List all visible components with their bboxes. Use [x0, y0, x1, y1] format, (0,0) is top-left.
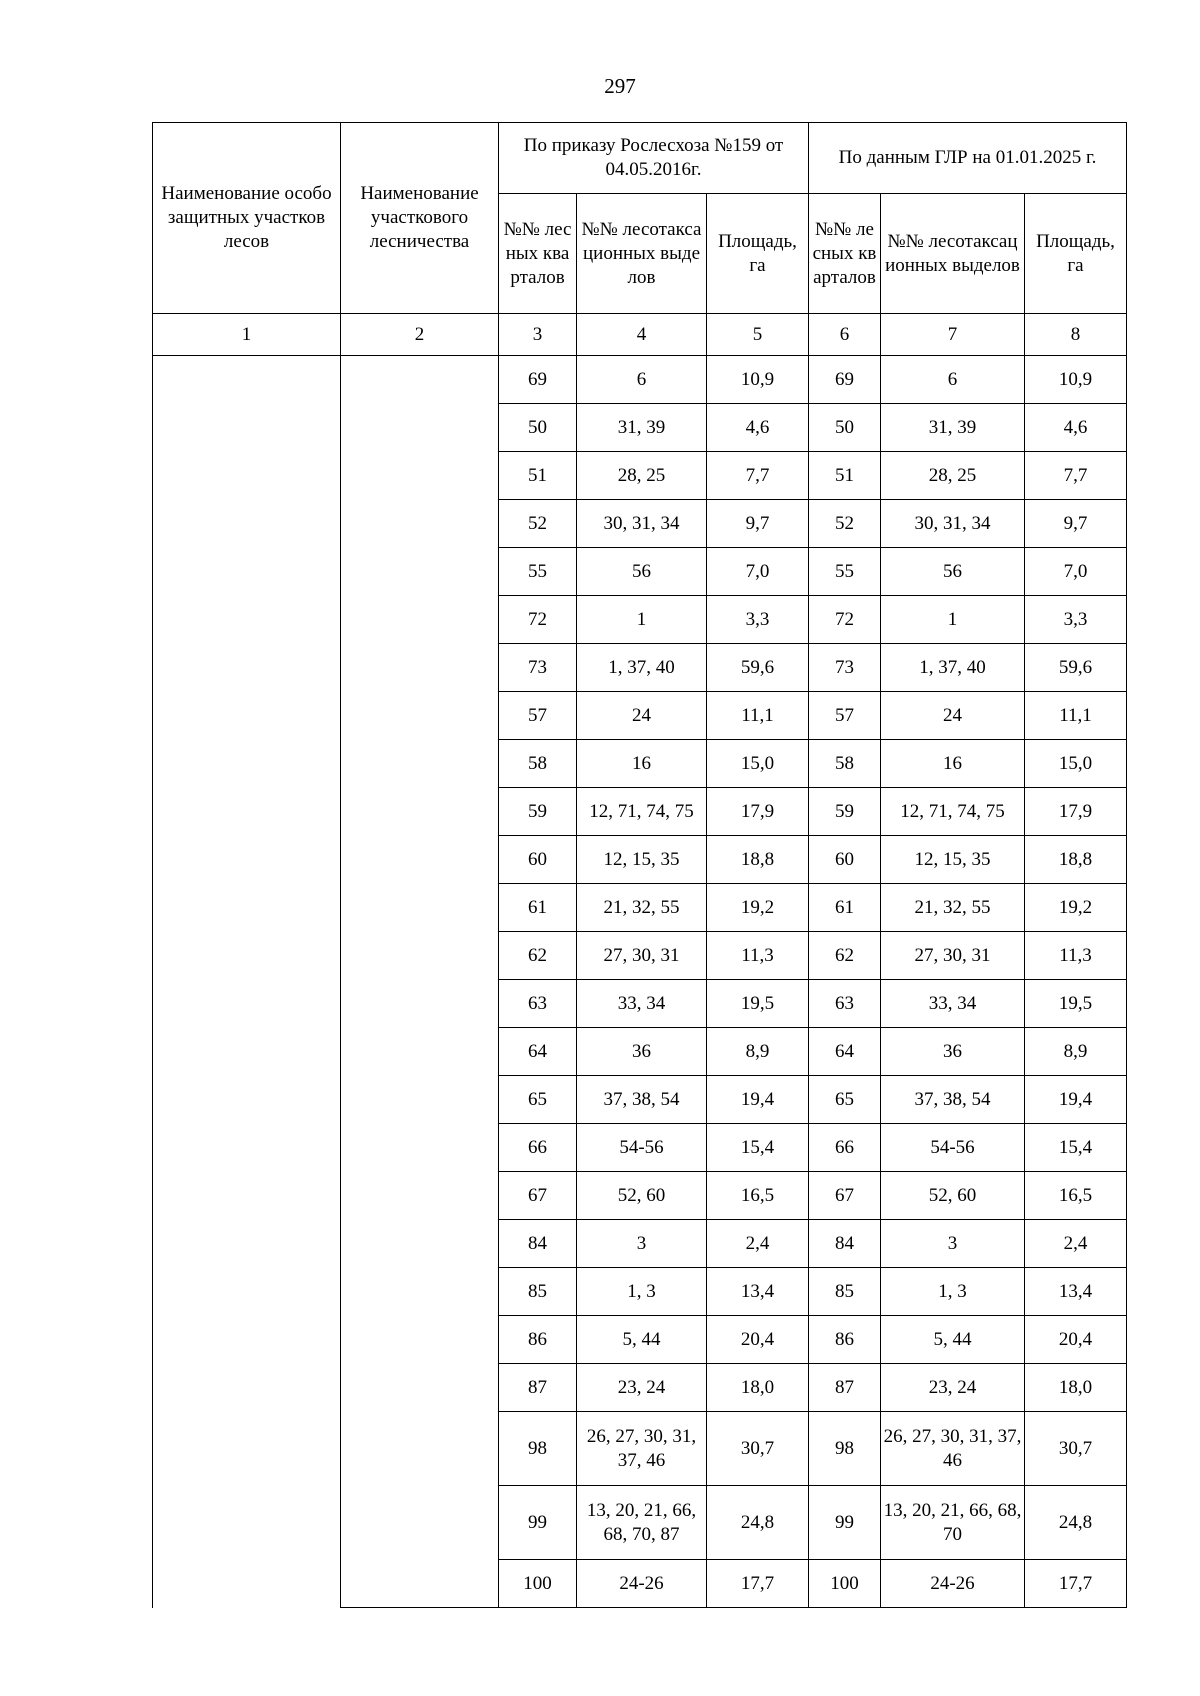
quarter-cell: 98	[499, 1412, 577, 1486]
allotments-cell: 23, 24	[881, 1364, 1025, 1412]
column-number: 4	[577, 314, 707, 356]
allotments-cell: 54-56	[577, 1124, 707, 1172]
allotments-cell: 26, 27, 30, 31, 37, 46	[881, 1412, 1025, 1486]
column-number: 7	[881, 314, 1025, 356]
quarter-cell: 85	[499, 1268, 577, 1316]
area-cell: 2,4	[707, 1220, 809, 1268]
area-cell: 15,0	[1025, 740, 1127, 788]
quarter-cell: 98	[809, 1412, 881, 1486]
quarter-cell: 61	[499, 884, 577, 932]
quarter-cell: 58	[499, 740, 577, 788]
quarter-cell: 59	[499, 788, 577, 836]
quarter-cell: 73	[809, 644, 881, 692]
quarter-cell: 66	[499, 1124, 577, 1172]
quarter-cell: 60	[809, 836, 881, 884]
header-quarters-2: №№ лесных кварталов	[809, 194, 881, 314]
area-cell: 18,0	[707, 1364, 809, 1412]
allotments-cell: 16	[881, 740, 1025, 788]
area-cell: 24,8	[1025, 1486, 1127, 1560]
header-forestry-district-name: Наименование участкового лесничества	[341, 123, 499, 314]
allotments-cell: 13, 20, 21, 66, 68, 70	[881, 1486, 1025, 1560]
allotments-cell: 24-26	[881, 1560, 1025, 1608]
allotments-cell: 5, 44	[577, 1316, 707, 1364]
area-cell: 18,8	[707, 836, 809, 884]
area-cell: 7,7	[1025, 452, 1127, 500]
area-cell: 7,0	[1025, 548, 1127, 596]
allotments-cell: 21, 32, 55	[577, 884, 707, 932]
header-allotments-1: №№ лесотаксационных выделов	[577, 194, 707, 314]
quarter-cell: 60	[499, 836, 577, 884]
allotments-cell: 52, 60	[577, 1172, 707, 1220]
area-cell: 4,6	[1025, 404, 1127, 452]
quarter-cell: 55	[809, 548, 881, 596]
quarter-cell: 51	[499, 452, 577, 500]
allotments-cell: 31, 39	[881, 404, 1025, 452]
area-cell: 13,4	[707, 1268, 809, 1316]
header-allotments-2: №№ лесотаксационных выделов	[881, 194, 1025, 314]
area-cell: 19,2	[1025, 884, 1127, 932]
area-cell: 19,4	[1025, 1076, 1127, 1124]
area-cell: 15,0	[707, 740, 809, 788]
area-cell: 7,7	[707, 452, 809, 500]
area-cell: 7,0	[707, 548, 809, 596]
table-row	[153, 356, 1127, 404]
column-number: 3	[499, 314, 577, 356]
quarter-cell: 52	[809, 500, 881, 548]
allotments-cell: 12, 15, 35	[881, 836, 1025, 884]
quarter-cell: 67	[809, 1172, 881, 1220]
header-protected-plots-name: Наименование особо защитных участков лесов	[153, 123, 341, 314]
area-cell: 11,3	[707, 932, 809, 980]
quarter-cell: 67	[499, 1172, 577, 1220]
quarter-cell: 65	[809, 1076, 881, 1124]
area-cell: 59,6	[1025, 644, 1127, 692]
allotments-cell: 56	[577, 548, 707, 596]
quarter-cell: 87	[499, 1364, 577, 1412]
area-cell: 17,9	[707, 788, 809, 836]
quarter-cell: 69	[809, 356, 881, 404]
area-cell: 24,8	[707, 1486, 809, 1560]
quarter-cell: 50	[809, 404, 881, 452]
column-number: 1	[153, 314, 341, 356]
allotments-cell: 21, 32, 55	[881, 884, 1025, 932]
quarter-cell: 69	[499, 356, 577, 404]
column-number: 8	[1025, 314, 1127, 356]
allotments-cell: 1, 3	[881, 1268, 1025, 1316]
allotments-cell: 30, 31, 34	[881, 500, 1025, 548]
quarter-cell: 100	[809, 1560, 881, 1608]
quarter-cell: 99	[809, 1486, 881, 1560]
quarter-cell: 62	[499, 932, 577, 980]
quarter-cell: 62	[809, 932, 881, 980]
quarter-cell: 64	[809, 1028, 881, 1076]
quarter-cell: 99	[499, 1486, 577, 1560]
area-cell: 10,9	[1025, 356, 1127, 404]
allotments-cell: 36	[881, 1028, 1025, 1076]
quarter-cell: 66	[809, 1124, 881, 1172]
quarter-cell: 64	[499, 1028, 577, 1076]
area-cell: 3,3	[707, 596, 809, 644]
forestry-district-cell	[341, 356, 499, 1608]
quarter-cell: 100	[499, 1560, 577, 1608]
quarter-cell: 57	[499, 692, 577, 740]
allotments-cell: 1, 37, 40	[881, 644, 1025, 692]
allotments-cell: 6	[577, 356, 707, 404]
quarter-cell: 84	[809, 1220, 881, 1268]
area-cell: 18,8	[1025, 836, 1127, 884]
allotments-cell: 23, 24	[577, 1364, 707, 1412]
allotments-cell: 52, 60	[881, 1172, 1025, 1220]
allotments-cell: 13, 20, 21, 66, 68, 70, 87	[577, 1486, 707, 1560]
area-cell: 9,7	[1025, 500, 1127, 548]
area-cell: 15,4	[707, 1124, 809, 1172]
page-number: 297	[604, 74, 636, 98]
area-cell: 9,7	[707, 500, 809, 548]
area-cell: 11,3	[1025, 932, 1127, 980]
area-cell: 16,5	[1025, 1172, 1127, 1220]
quarter-cell: 86	[499, 1316, 577, 1364]
allotments-cell: 6	[881, 356, 1025, 404]
area-cell: 4,6	[707, 404, 809, 452]
area-cell: 8,9	[1025, 1028, 1127, 1076]
allotments-cell: 12, 71, 74, 75	[881, 788, 1025, 836]
area-cell: 2,4	[1025, 1220, 1127, 1268]
area-cell: 11,1	[707, 692, 809, 740]
area-cell: 19,5	[1025, 980, 1127, 1028]
allotments-cell: 1	[577, 596, 707, 644]
allotments-cell: 12, 71, 74, 75	[577, 788, 707, 836]
column-number: 2	[341, 314, 499, 356]
quarter-cell: 73	[499, 644, 577, 692]
allotments-cell: 12, 15, 35	[577, 836, 707, 884]
allotments-cell: 5, 44	[881, 1316, 1025, 1364]
area-cell: 16,5	[707, 1172, 809, 1220]
column-numbers-row	[153, 314, 1127, 356]
allotments-cell: 3	[577, 1220, 707, 1268]
area-cell: 17,7	[1025, 1560, 1127, 1608]
quarter-cell: 61	[809, 884, 881, 932]
allotments-cell: 31, 39	[577, 404, 707, 452]
quarter-cell: 63	[809, 980, 881, 1028]
area-cell: 17,7	[707, 1560, 809, 1608]
header-glr-data: По данным ГЛР на 01.01.2025 г.	[809, 123, 1127, 194]
allotments-cell: 1	[881, 596, 1025, 644]
allotments-cell: 30, 31, 34	[577, 500, 707, 548]
allotments-cell: 37, 38, 54	[577, 1076, 707, 1124]
allotments-cell: 24	[881, 692, 1025, 740]
area-cell: 18,0	[1025, 1364, 1127, 1412]
column-number: 6	[809, 314, 881, 356]
allotments-cell: 16	[577, 740, 707, 788]
area-cell: 17,9	[1025, 788, 1127, 836]
allotments-cell: 24-26	[577, 1560, 707, 1608]
allotments-cell: 1, 37, 40	[577, 644, 707, 692]
area-cell: 59,6	[707, 644, 809, 692]
area-cell: 30,7	[707, 1412, 809, 1486]
allotments-cell: 36	[577, 1028, 707, 1076]
quarter-cell: 50	[499, 404, 577, 452]
area-cell: 19,2	[707, 884, 809, 932]
allotments-cell: 54-56	[881, 1124, 1025, 1172]
quarter-cell: 72	[809, 596, 881, 644]
area-cell: 19,5	[707, 980, 809, 1028]
allotments-cell: 37, 38, 54	[881, 1076, 1025, 1124]
forest-plots-table	[152, 122, 1127, 1608]
allotments-cell: 56	[881, 548, 1025, 596]
area-cell: 15,4	[1025, 1124, 1127, 1172]
area-cell: 20,4	[1025, 1316, 1127, 1364]
quarter-cell: 72	[499, 596, 577, 644]
allotments-cell: 24	[577, 692, 707, 740]
quarter-cell: 59	[809, 788, 881, 836]
protected-plot-name-cell	[153, 356, 341, 1608]
quarter-cell: 63	[499, 980, 577, 1028]
quarter-cell: 55	[499, 548, 577, 596]
allotments-cell: 33, 34	[881, 980, 1025, 1028]
quarter-cell: 58	[809, 740, 881, 788]
allotments-cell: 1, 3	[577, 1268, 707, 1316]
header-rosleshoz-order: По приказу Рослесхоза №159 от 04.05.2016г.	[499, 123, 809, 194]
quarter-cell: 57	[809, 692, 881, 740]
area-cell: 3,3	[1025, 596, 1127, 644]
allotments-cell: 27, 30, 31	[881, 932, 1025, 980]
area-cell: 19,4	[707, 1076, 809, 1124]
area-cell: 13,4	[1025, 1268, 1127, 1316]
area-cell: 10,9	[707, 356, 809, 404]
quarter-cell: 65	[499, 1076, 577, 1124]
quarter-cell: 52	[499, 500, 577, 548]
area-cell: 11,1	[1025, 692, 1127, 740]
quarter-cell: 87	[809, 1364, 881, 1412]
header-row-top	[153, 123, 1127, 194]
header-area-2: Площадь, га	[1025, 194, 1127, 314]
allotments-cell: 28, 25	[577, 452, 707, 500]
column-number: 5	[707, 314, 809, 356]
allotments-cell: 26, 27, 30, 31, 37, 46	[577, 1412, 707, 1486]
allotments-cell: 33, 34	[577, 980, 707, 1028]
allotments-cell: 27, 30, 31	[577, 932, 707, 980]
allotments-cell: 28, 25	[881, 452, 1025, 500]
header-quarters-1: №№ лесных кварталов	[499, 194, 577, 314]
area-cell: 8,9	[707, 1028, 809, 1076]
quarter-cell: 51	[809, 452, 881, 500]
quarter-cell: 86	[809, 1316, 881, 1364]
quarter-cell: 85	[809, 1268, 881, 1316]
allotments-cell: 3	[881, 1220, 1025, 1268]
quarter-cell: 84	[499, 1220, 577, 1268]
area-cell: 20,4	[707, 1316, 809, 1364]
header-area-1: Площадь, га	[707, 194, 809, 314]
area-cell: 30,7	[1025, 1412, 1127, 1486]
